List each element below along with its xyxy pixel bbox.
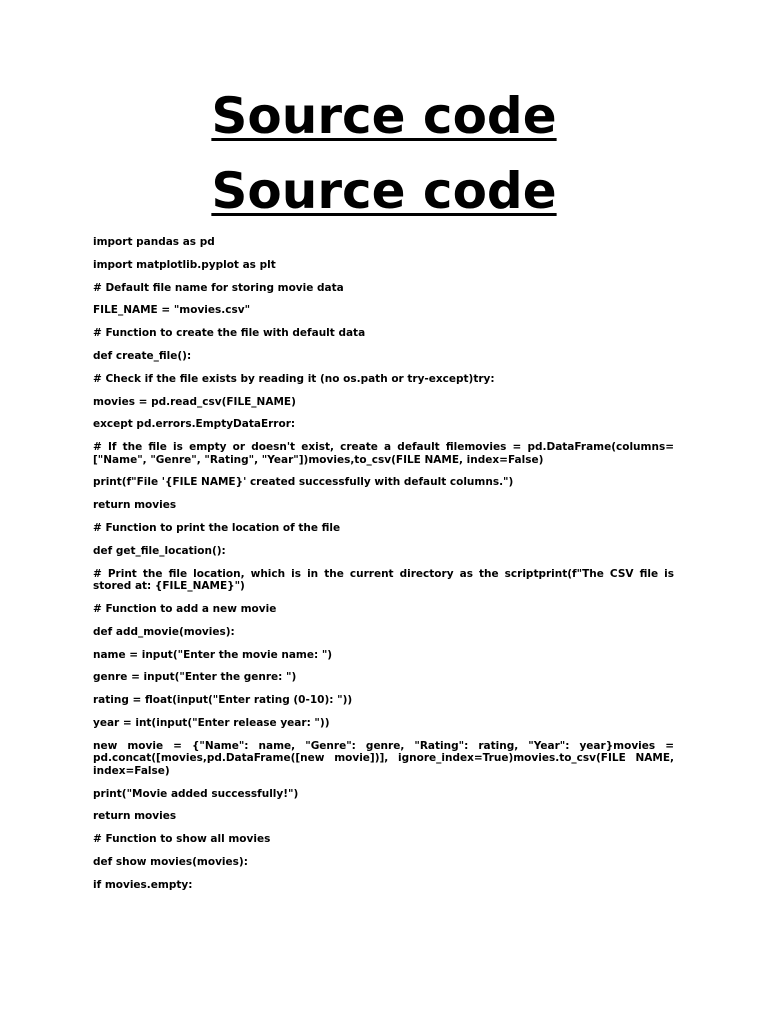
code-line: # Default file name for storing movie data bbox=[93, 281, 344, 294]
code-line: new movie = {"Name": name, "Genre": genre, "Rating": rating, "Year": year}movies = pd.concat([movies,pd.DataFrame([new movie])], ignore_index=True)movies.to_csv(FILE NAME, index=False) bbox=[93, 739, 674, 777]
code-line: # Check if the file exists by reading it (no os.path or try-except)try: bbox=[93, 372, 495, 385]
code-line: rating = float(input("Enter rating (0-10): ")) bbox=[93, 694, 353, 707]
code-line: except pd.errors.EmptyDataError: bbox=[93, 418, 296, 431]
code-line: year = int(input("Enter release year: ")) bbox=[93, 716, 330, 729]
code-line: print(f"File '{FILE NAME}' created successfully with default columns.") bbox=[93, 476, 514, 489]
code-line: def create_file(): bbox=[93, 349, 192, 362]
page-title-repeat bbox=[0, 163, 768, 219]
code-line: print("Movie added successfully!") bbox=[93, 787, 299, 800]
page-title bbox=[0, 88, 768, 144]
code-body bbox=[93, 236, 674, 902]
code-line: FILE_NAME = "movies.csv" bbox=[93, 304, 251, 317]
code-line: import matplotlib.pyplot as plt bbox=[93, 258, 276, 271]
page-title-text: Source code bbox=[211, 87, 557, 145]
code-line: def get_file_location(): bbox=[93, 544, 226, 557]
code-line: return movies bbox=[93, 810, 177, 823]
code-line: genre = input("Enter the genre: ") bbox=[93, 671, 297, 684]
code-line: # Function to create the file with default data bbox=[93, 327, 366, 340]
code-line: name = input("Enter the movie name: ") bbox=[93, 648, 333, 661]
page-title-repeat-text: Source code bbox=[211, 162, 557, 220]
code-line: # Print the file location, which is in the current directory as the scriptprint(f"The CSV file is stored at: {FILE_NAME}") bbox=[93, 567, 674, 593]
code-line: def show movies(movies): bbox=[93, 855, 248, 868]
code-line: def add_movie(movies): bbox=[93, 625, 235, 638]
code-line: if movies.empty: bbox=[93, 878, 193, 891]
code-line: return movies bbox=[93, 499, 177, 512]
code-line: # Function to add a new movie bbox=[93, 602, 277, 615]
code-line: # Function to print the location of the file bbox=[93, 522, 341, 535]
code-line: # If the file is empty or doesn't exist, create a default filemovies = pd.DataFrame(columns=["Name", "Genre", "Rating", "Year"])movies,to_csv(FILE NAME, index=False) bbox=[93, 441, 674, 466]
code-line: import pandas as pd bbox=[93, 236, 215, 248]
code-line: # Function to show all movies bbox=[93, 833, 271, 846]
code-line: movies = pd.read_csv(FILE_NAME) bbox=[93, 395, 296, 408]
